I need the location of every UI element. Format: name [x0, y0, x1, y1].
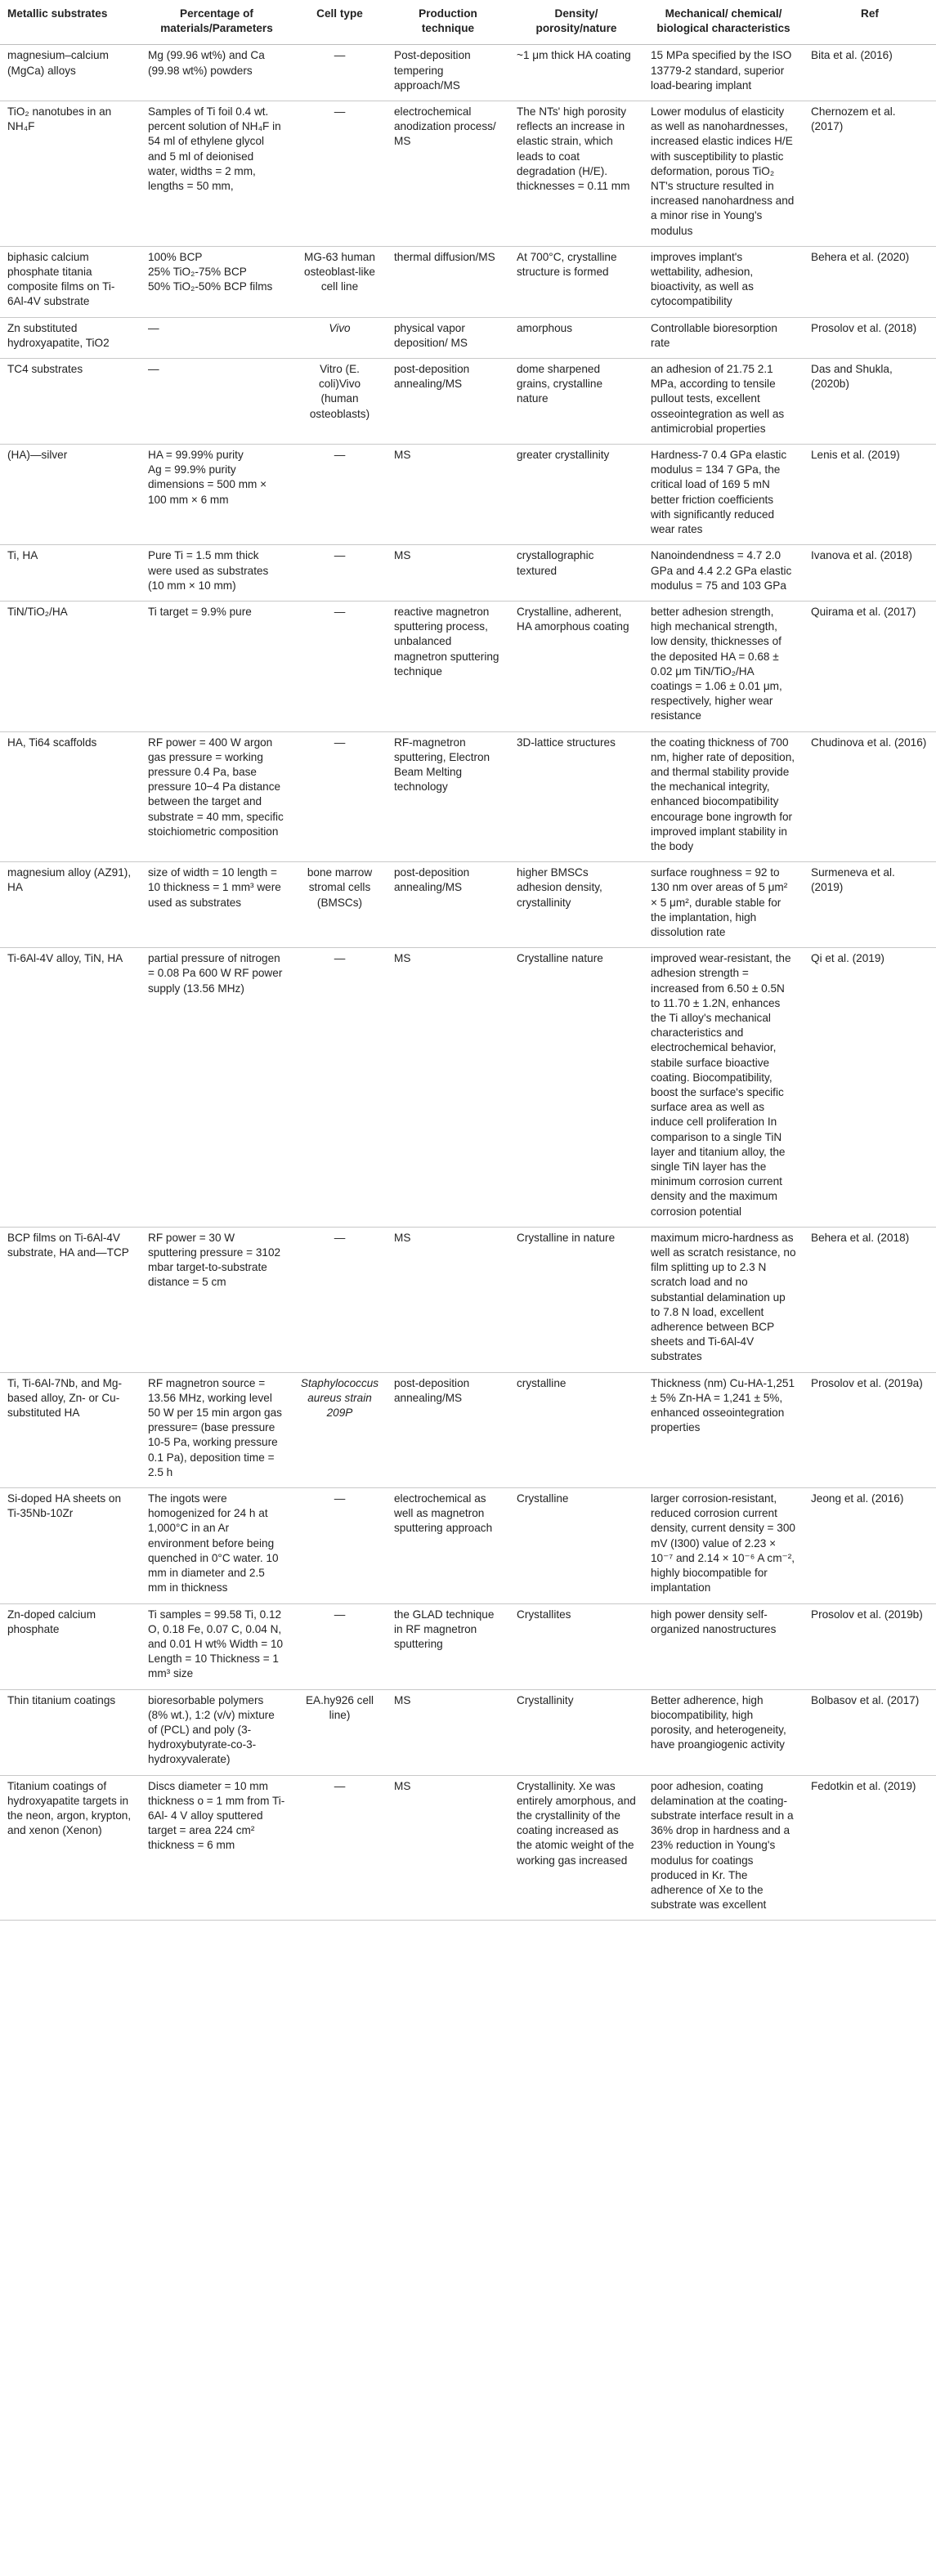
cell-percentage: HA = 99.99% purity Ag = 99.9% purity dimensions = 500 mm × 100 mm × 6 mm — [141, 445, 293, 545]
cell-metallic-substrate: Si-doped HA sheets on Ti-35Nb-10Zr — [0, 1488, 141, 1603]
table-row — [0, 1775, 936, 1921]
cell-metallic-substrate: TiO₂ nanotubes in an NH₄F — [0, 101, 141, 247]
cell-density: Crystalline — [509, 1488, 643, 1603]
table-row — [0, 601, 936, 731]
cell-ref: Bita et al. (2016) — [804, 45, 936, 101]
table-row — [0, 359, 936, 445]
cell-metallic-substrate: Ti, Ti-6Al-7Nb, and Mg-based alloy, Zn- or Cu-substituted HA — [0, 1372, 141, 1487]
table-row — [0, 1227, 936, 1372]
cell-percentage: Discs diameter = 10 mm thickness o = 1 mm from Ti-6Al- 4 V alloy sputtered target = area 224 cm² thickness = 6 mm — [141, 1775, 293, 1921]
cell-mechanical: larger corrosion-resistant, reduced corrosion current density, current density = 300 mV (I300) value of 2.23 × 10⁻⁷ and 2.14 × 10⁻⁶ A cm⁻², highly biocompatible for implantation — [643, 1488, 804, 1603]
table-row — [0, 445, 936, 545]
cell-production-technique: post-deposition annealing/MS — [387, 359, 509, 445]
cell-metallic-substrate: Ti-6Al-4V alloy, TiN, HA — [0, 948, 141, 1228]
cell-ref: Jeong et al. (2016) — [804, 1488, 936, 1603]
cell-mechanical: improved wear-resistant, the adhesion strength = increased from 6.50 ± 0.5N to 11.70 ± 1.2N, enhances the Ti alloy's mechanical characteristics and electrochemical behavior, stabile surface bioactive coating. Biocompatibility, boost the surface's specific surface area as well as induce cell proliferation In comparison to a single TiN layer and titanium alloy, the single TiN layer has the minimum corrosion current density and the maximum corrosion potential — [643, 948, 804, 1228]
cell-ref: Lenis et al. (2019) — [804, 445, 936, 545]
cell-production-technique: reactive magnetron sputtering process, unbalanced magnetron sputtering technique — [387, 601, 509, 731]
cell-metallic-substrate: magnesium alloy (AZ91), HA — [0, 862, 141, 948]
table-row — [0, 246, 936, 317]
cell-percentage: 100% BCP 25% TiO₂-75% BCP 50% TiO₂-50% BCP films — [141, 246, 293, 317]
cell-ref: Chudinova et al. (2016) — [804, 731, 936, 862]
cell-metallic-substrate: Thin titanium coatings — [0, 1689, 141, 1775]
header-metallic-substrates: Metallic substrates — [0, 0, 141, 45]
cell-mechanical: 15 MPa specified by the ISO 13779-2 standard, superior load-bearing implant — [643, 45, 804, 101]
cell-production-technique: post-deposition annealing/MS — [387, 862, 509, 948]
cell-percentage: partial pressure of nitrogen = 0.08 Pa 600 W RF power supply (13.56 MHz) — [141, 948, 293, 1228]
table-row — [0, 317, 936, 358]
cell-cell-type: — — [293, 1603, 387, 1689]
header-row — [0, 0, 936, 45]
cell-mechanical: the coating thickness of 700 nm, higher rate of deposition, and thermal stability provide the mechanical integrity, enhanced biocompatibility encourage bone ingrowth for improved implant stability in the body — [643, 731, 804, 862]
cell-density: greater crystallinity — [509, 445, 643, 545]
cell-metallic-substrate: TC4 substrates — [0, 359, 141, 445]
table-header — [0, 0, 936, 45]
cell-density: Crystallinity. Xe was entirely amorphous, and the crystallinity of the coating increased as the atomic weight of the working gas increased — [509, 1775, 643, 1921]
cell-production-technique: thermal diffusion/MS — [387, 246, 509, 317]
table-row — [0, 1488, 936, 1603]
cell-production-technique: the GLAD technique in RF magnetron sputtering — [387, 1603, 509, 1689]
cell-metallic-substrate: (HA)—silver — [0, 445, 141, 545]
cell-cell-type: Staphylococcus aureus strain 209P — [293, 1372, 387, 1487]
cell-mechanical: poor adhesion, coating delamination at the coating-substrate interface result in a 36% drop in hardness and a 23% reduction in Young's modulus for coatings produced in Kr. The adherence of Xe to the substrate was excellent — [643, 1775, 804, 1921]
table-body — [0, 45, 936, 1921]
cell-metallic-substrate: magnesium–calcium (MgCa) alloys — [0, 45, 141, 101]
cell-mechanical: Hardness-7 0.4 GPa elastic modulus = 134 7 GPa, the critical load of 169 5 mN better friction coefficients with significantly reduced wear rates — [643, 445, 804, 545]
header-mechanical: Mechanical/ chemical/ biological characteristics — [643, 0, 804, 45]
cell-mechanical: high power density self-organized nanostructures — [643, 1603, 804, 1689]
table-row — [0, 45, 936, 101]
cell-density: dome sharpened grains, crystalline nature — [509, 359, 643, 445]
cell-mechanical: improves implant's wettability, adhesion, bioactivity, as well as cytocompatibility — [643, 246, 804, 317]
cell-density: ~1 μm thick HA coating — [509, 45, 643, 101]
table-row — [0, 948, 936, 1228]
cell-density: Crystalline in nature — [509, 1227, 643, 1372]
cell-percentage: RF power = 400 W argon gas pressure = working pressure 0.4 Pa, base pressure 10−4 Pa distance between the target and substrate = 40 mm, specific stoichiometric composition — [141, 731, 293, 862]
cell-cell-type: Vitro (E. coli)Vivo (human osteoblasts) — [293, 359, 387, 445]
cell-production-technique: post-deposition annealing/MS — [387, 1372, 509, 1487]
cell-density: Crystallites — [509, 1603, 643, 1689]
cell-percentage: Samples of Ti foil 0.4 wt. percent solution of NH₄F in 54 ml of ethylene glycol and 5 ml of deionised water, widths = 2 mm, lengths = 50 mm, — [141, 101, 293, 247]
cell-production-technique: MS — [387, 445, 509, 545]
cell-percentage: RF power = 30 W sputtering pressure = 3102 mbar target-to-substrate distance = 5 cm — [141, 1227, 293, 1372]
cell-mechanical: Thickness (nm) Cu-HA-1,251 ± 5% Zn-HA = 1,241 ± 5%, enhanced osseointegration properties — [643, 1372, 804, 1487]
cell-ref: Qi et al. (2019) — [804, 948, 936, 1228]
cell-density: crystallographic textured — [509, 545, 643, 602]
cell-ref: Bolbasov et al. (2017) — [804, 1689, 936, 1775]
cell-density: Crystallinity — [509, 1689, 643, 1775]
header-density: Density/ porosity/nature — [509, 0, 643, 45]
cell-density: higher BMSCs adhesion density, crystallinity — [509, 862, 643, 948]
table-row — [0, 862, 936, 948]
cell-metallic-substrate: TiN/TiO₂/HA — [0, 601, 141, 731]
cell-ref: Behera et al. (2020) — [804, 246, 936, 317]
cell-mechanical: surface roughness = 92 to 130 nm over areas of 5 μm² × 5 μm², durable stable for the implantation, high dissolution rate — [643, 862, 804, 948]
cell-percentage: — — [141, 317, 293, 358]
cell-cell-type: — — [293, 1227, 387, 1372]
cell-percentage: Mg (99.96 wt%) and Ca (99.98 wt%) powders — [141, 45, 293, 101]
cell-percentage: Pure Ti = 1.5 mm thick were used as substrates (10 mm × 10 mm) — [141, 545, 293, 602]
cell-mechanical: Nanoindendness = 4.7 2.0 GPa and 4.4 2.2 GPa elastic modulus = 75 and 103 GPa — [643, 545, 804, 602]
table-row — [0, 1689, 936, 1775]
cell-metallic-substrate: Zn-doped calcium phosphate — [0, 1603, 141, 1689]
cell-density: Crystalline nature — [509, 948, 643, 1228]
cell-density: crystalline — [509, 1372, 643, 1487]
cell-density: 3D-lattice structures — [509, 731, 643, 862]
cell-ref: Prosolov et al. (2019a) — [804, 1372, 936, 1487]
cell-ref: Behera et al. (2018) — [804, 1227, 936, 1372]
cell-density: The NTs' high porosity reflects an increase in elastic strain, which leads to coat degradation (H/E). thicknesses = 0.11 mm — [509, 101, 643, 247]
cell-percentage: Ti samples = 99.58 Ti, 0.12 O, 0.18 Fe, 0.07 C, 0.04 N, and 0.01 H wt% Width = 10 Length = 10 Thickness = 1 mm³ size — [141, 1603, 293, 1689]
cell-cell-type: — — [293, 731, 387, 862]
cell-production-technique: RF-magnetron sputtering, Electron Beam Melting technology — [387, 731, 509, 862]
cell-density: amorphous — [509, 317, 643, 358]
table-row — [0, 731, 936, 862]
cell-percentage: RF magnetron source = 13.56 MHz, working level 50 W per 15 min argon gas pressure= (base pressure 10-5 Pa, working pressure 0.1 Pa), deposition time = 2.5 h — [141, 1372, 293, 1487]
cell-production-technique: MS — [387, 545, 509, 602]
cell-mechanical: better adhesion strength, high mechanical strength, low density, thicknesses of the deposited HA = 0.68 ± 0.02 μm TiN/TiO₂/HA coatings = 1.06 ± 0.01 μm, respectively, higher wear resistance — [643, 601, 804, 731]
cell-metallic-substrate: Titanium coatings of hydroxyapatite targets in the neon, argon, krypton, and xenon (Xenon) — [0, 1775, 141, 1921]
header-ref: Ref — [804, 0, 936, 45]
cell-cell-type: Vivo — [293, 317, 387, 358]
cell-cell-type: EA.hy926 cell line) — [293, 1689, 387, 1775]
cell-production-technique: Post-deposition tempering approach/MS — [387, 45, 509, 101]
cell-production-technique: MS — [387, 1775, 509, 1921]
cell-metallic-substrate: Zn substituted hydroxyapatite, TiO2 — [0, 317, 141, 358]
header-cell-type: Cell type — [293, 0, 387, 45]
cell-cell-type: MG-63 human osteoblast-like cell line — [293, 246, 387, 317]
cell-cell-type: — — [293, 445, 387, 545]
cell-cell-type: bone marrow stromal cells (BMSCs) — [293, 862, 387, 948]
cell-percentage: Ti target = 9.9% pure — [141, 601, 293, 731]
cell-ref: Ivanova et al. (2018) — [804, 545, 936, 602]
cell-ref: Surmeneva et al. (2019) — [804, 862, 936, 948]
cell-metallic-substrate: HA, Ti64 scaffolds — [0, 731, 141, 862]
cell-percentage: The ingots were homogenized for 24 h at 1,000°C in an Ar environment before being quenched in 0°C water. 10 mm in diameter and 2.5 mm in thickness — [141, 1488, 293, 1603]
header-production-technique: Production technique — [387, 0, 509, 45]
table-row — [0, 545, 936, 602]
cell-ref: Chernozem et al. (2017) — [804, 101, 936, 247]
cell-percentage: bioresorbable polymers (8% wt.), 1:2 (v/v) mixture of (PCL) and poly (3-hydroxybutyrate-co-3-hydroxyvalerate) — [141, 1689, 293, 1775]
cell-ref: Fedotkin et al. (2019) — [804, 1775, 936, 1921]
cell-mechanical: Lower modulus of elasticity as well as nanohardnesses, increased elastic indices H/E with susceptibility to plastic deformation, porous TiO₂ NT's structure resulted in increased nanohardness and a minor rise in Young's modulus — [643, 101, 804, 247]
cell-production-technique: MS — [387, 1227, 509, 1372]
cell-percentage: — — [141, 359, 293, 445]
cell-mechanical: maximum micro-hardness as well as scratch resistance, no film splitting up to 2.3 N scratch load and no substantial delamination up to 7.8 N load, excellent adherence between BCP sheets and Ti-6Al-4V substrates — [643, 1227, 804, 1372]
cell-ref: Prosolov et al. (2018) — [804, 317, 936, 358]
cell-production-technique: electrochemical as well as magnetron sputtering approach — [387, 1488, 509, 1603]
header-percentage: Percentage of materials/Parameters — [141, 0, 293, 45]
cell-cell-type: — — [293, 545, 387, 602]
cell-metallic-substrate: BCP films on Ti-6Al-4V substrate, HA and—TCP — [0, 1227, 141, 1372]
cell-cell-type: — — [293, 1488, 387, 1603]
table-row — [0, 101, 936, 247]
cell-production-technique: MS — [387, 1689, 509, 1775]
cell-production-technique: electrochemical anodization process/ MS — [387, 101, 509, 247]
cell-density: At 700°C, crystalline structure is formed — [509, 246, 643, 317]
cell-cell-type: — — [293, 1775, 387, 1921]
cell-production-technique: physical vapor deposition/ MS — [387, 317, 509, 358]
cell-cell-type: — — [293, 101, 387, 247]
table-row — [0, 1603, 936, 1689]
cell-mechanical: an adhesion of 21.75 2.1 MPa, according to tensile pullout tests, excellent osseointegration as well as antimicrobial properties — [643, 359, 804, 445]
cell-mechanical: Controllable bioresorption rate — [643, 317, 804, 358]
cell-cell-type: — — [293, 45, 387, 101]
cell-density: Crystalline, adherent, HA amorphous coating — [509, 601, 643, 731]
cell-ref: Prosolov et al. (2019b) — [804, 1603, 936, 1689]
table-row — [0, 1372, 936, 1487]
cell-metallic-substrate: biphasic calcium phosphate titania composite films on Ti-6Al-4V substrate — [0, 246, 141, 317]
cell-percentage: size of width = 10 length = 10 thickness = 1 mm³ were used as substrates — [141, 862, 293, 948]
cell-mechanical: Better adherence, high biocompatibility, high porosity, and heterogeneity, have proangiogenic activity — [643, 1689, 804, 1775]
cell-cell-type: — — [293, 948, 387, 1228]
cell-ref: Das and Shukla, (2020b) — [804, 359, 936, 445]
cell-production-technique: MS — [387, 948, 509, 1228]
cell-metallic-substrate: Ti, HA — [0, 545, 141, 602]
cell-cell-type: — — [293, 601, 387, 731]
cell-ref: Quirama et al. (2017) — [804, 601, 936, 731]
